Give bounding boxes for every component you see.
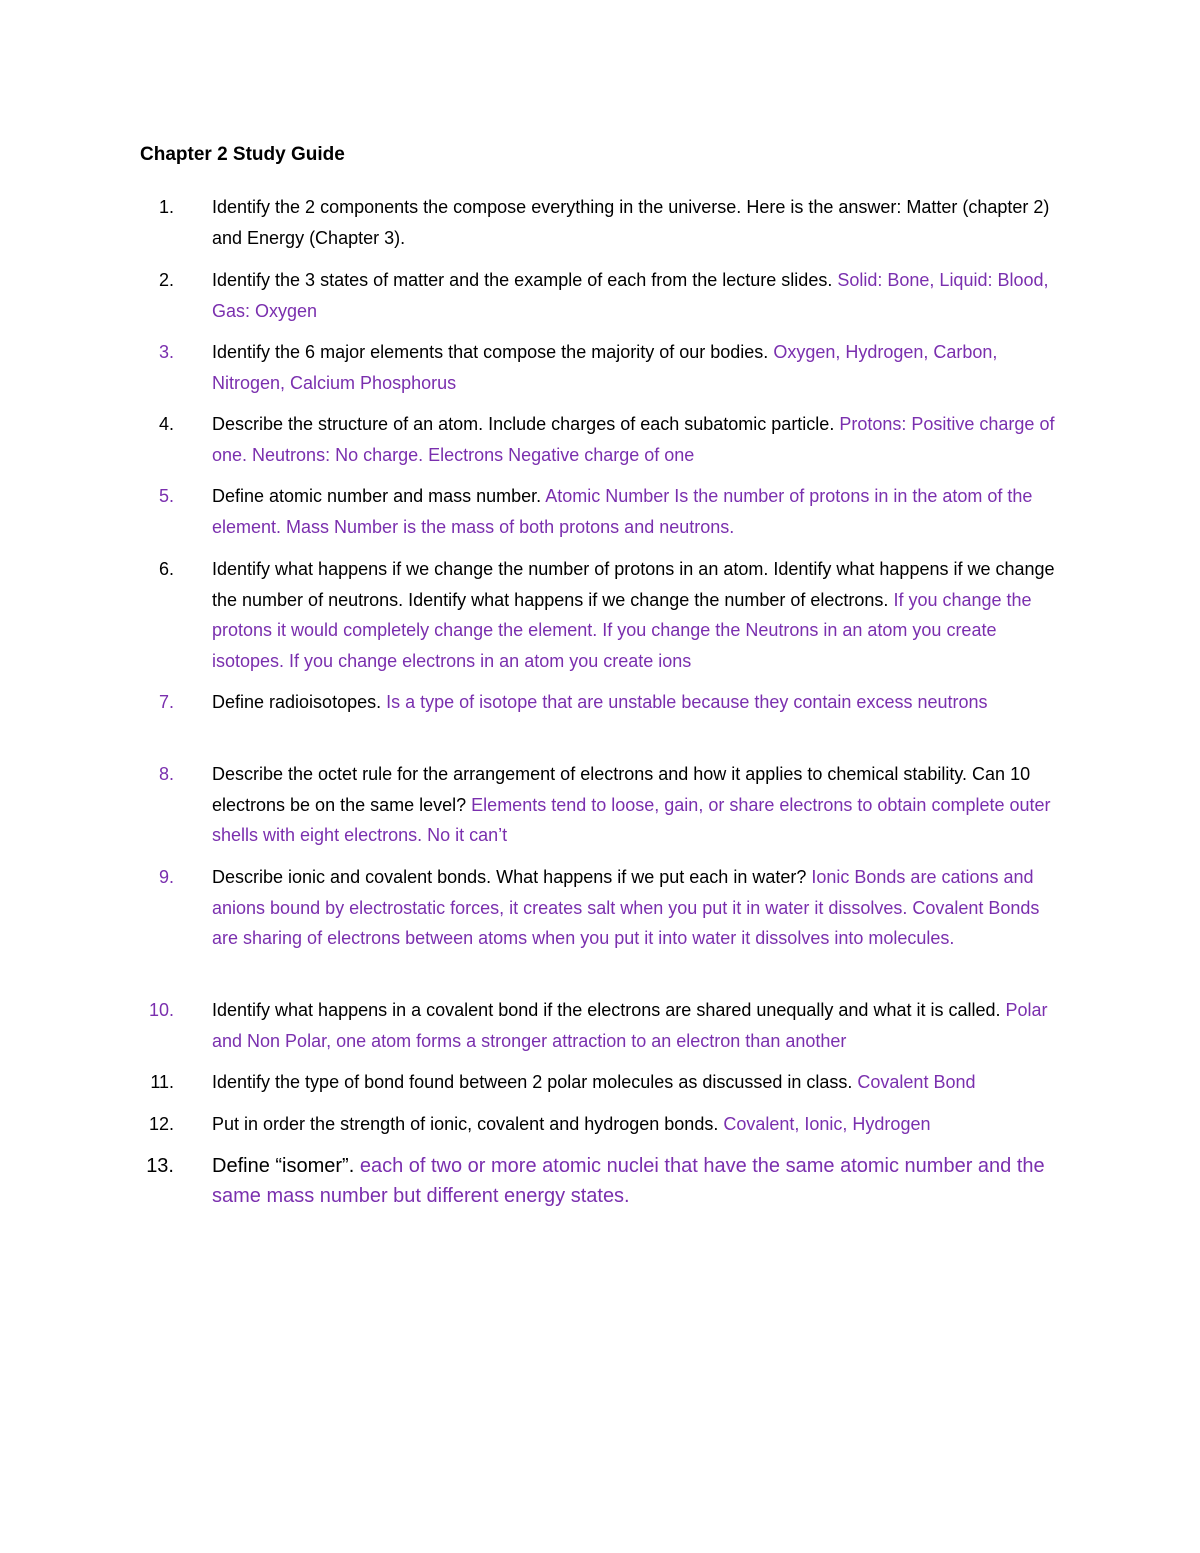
question-text: Define atomic number and mass number. <box>212 486 542 506</box>
answer-text: each of two or more atomic nuclei that have the same atomic number and the same mass number but different energy states. <box>212 1155 1045 1207</box>
question-number: 7. <box>158 692 174 712</box>
question-body <box>212 1109 1070 1140</box>
question-body <box>212 1151 1070 1211</box>
question-number: 2. <box>158 270 174 290</box>
answer-text: Solid: Bone, Liquid: Blood, Gas: Oxygen <box>212 270 1049 321</box>
question-number: 6. <box>158 559 174 579</box>
question-body <box>212 995 1070 1056</box>
question-body <box>212 759 1070 851</box>
answer-text: Elements tend to loose, gain, or share electrons to obtain complete outer shells with eight electrons. No it can’t <box>212 794 1051 845</box>
page-title: Chapter 2 Study Guide <box>140 144 345 165</box>
question-body <box>212 192 1070 253</box>
question-number: 12. <box>148 1114 174 1134</box>
question-text: Identify the 6 major elements that compose the majority of our bodies. <box>212 342 769 362</box>
question-number: 4. <box>158 414 174 434</box>
question-item-11 <box>140 1067 1070 1098</box>
question-text: Identify what happens in a covalent bond if the electrons are shared unequally and what it is called. <box>212 1000 1001 1020</box>
question-item-7 <box>140 687 1070 718</box>
question-text: Define “isomer”. <box>212 1155 355 1177</box>
question-text: Identify the 2 components the compose everything in the universe. Here is the answer: Matter (chapter 2) and Energy (Chapter 3). <box>212 197 1050 248</box>
question-item-5 <box>140 481 1070 542</box>
answer-text: Polar and Non Polar, one atom forms a stronger attraction to an electron than another <box>212 1000 1048 1051</box>
question-item-9 <box>140 862 1070 954</box>
question-text: Identify the 3 states of matter and the example of each from the lecture slides. <box>212 270 833 290</box>
question-item-13 <box>140 1151 1070 1211</box>
question-number: 11. <box>150 1072 174 1092</box>
question-number: 9. <box>158 867 174 887</box>
question-number: 8. <box>158 764 174 784</box>
question-number: 3. <box>158 342 174 362</box>
question-body <box>212 337 1070 398</box>
answer-text: Ionic Bonds are cations and anions bound by electrostatic forces, it creates salt when you put it in water it dissolves. Covalent Bonds are sharing of electrons between atoms when you put it into water it dissolves into molecules. <box>212 867 1040 948</box>
answer-text: Covalent Bond <box>857 1072 976 1092</box>
question-text: Describe ionic and covalent bonds. What happens if we put each in water? <box>212 867 807 887</box>
question-item-3 <box>140 337 1070 398</box>
question-item-6 <box>140 554 1070 676</box>
answer-text: Oxygen, Hydrogen, Carbon, Nitrogen, Calcium Phosphorus <box>212 342 998 393</box>
question-item-10 <box>140 995 1070 1056</box>
question-number: 13. <box>146 1155 174 1177</box>
question-body <box>212 409 1070 470</box>
answer-text: Covalent, Ionic, Hydrogen <box>723 1114 931 1134</box>
question-number: 10. <box>148 1000 174 1020</box>
question-body <box>212 687 1070 718</box>
question-body <box>212 554 1070 676</box>
question-body <box>212 862 1070 954</box>
question-item-2 <box>140 265 1070 326</box>
question-text: Put in order the strength of ionic, covalent and hydrogen bonds. <box>212 1114 719 1134</box>
question-number: 1. <box>158 197 174 217</box>
question-text: Identify the type of bond found between 2 polar molecules as discussed in class. <box>212 1072 853 1092</box>
answer-text: Is a type of isotope that are unstable because they contain excess neutrons <box>386 692 988 712</box>
question-text: Describe the octet rule for the arrangement of electrons and how it applies to chemical stability. Can 10 electrons be on the same level? <box>212 764 1031 815</box>
answer-text: Atomic Number Is the number of protons in in the atom of the element. Mass Number is the mass of both protons and neutrons. <box>212 486 1033 537</box>
question-item-8 <box>140 759 1070 851</box>
question-number: 5. <box>158 486 174 506</box>
question-text: Define radioisotopes. <box>212 692 382 712</box>
question-body <box>212 481 1070 542</box>
question-body <box>212 265 1070 326</box>
question-item-1 <box>140 192 1070 253</box>
question-item-12 <box>140 1109 1070 1140</box>
question-text: Describe the structure of an atom. Include charges of each subatomic particle. <box>212 414 835 434</box>
answer-text: Protons: Positive charge of one. Neutrons: No charge. Electrons Negative charge of one <box>212 414 1055 465</box>
question-text: Identify what happens if we change the number of protons in an atom. Identify what happens if we change the number of neutrons. Identify what happens if we change the number of electrons. <box>212 559 1055 610</box>
answer-text: If you change the protons it would completely change the element. If you change the Neutrons in an atom you create isotopes. If you change electrons in an atom you create ions <box>212 589 1032 671</box>
question-body <box>212 1067 1070 1098</box>
question-item-4 <box>140 409 1070 470</box>
